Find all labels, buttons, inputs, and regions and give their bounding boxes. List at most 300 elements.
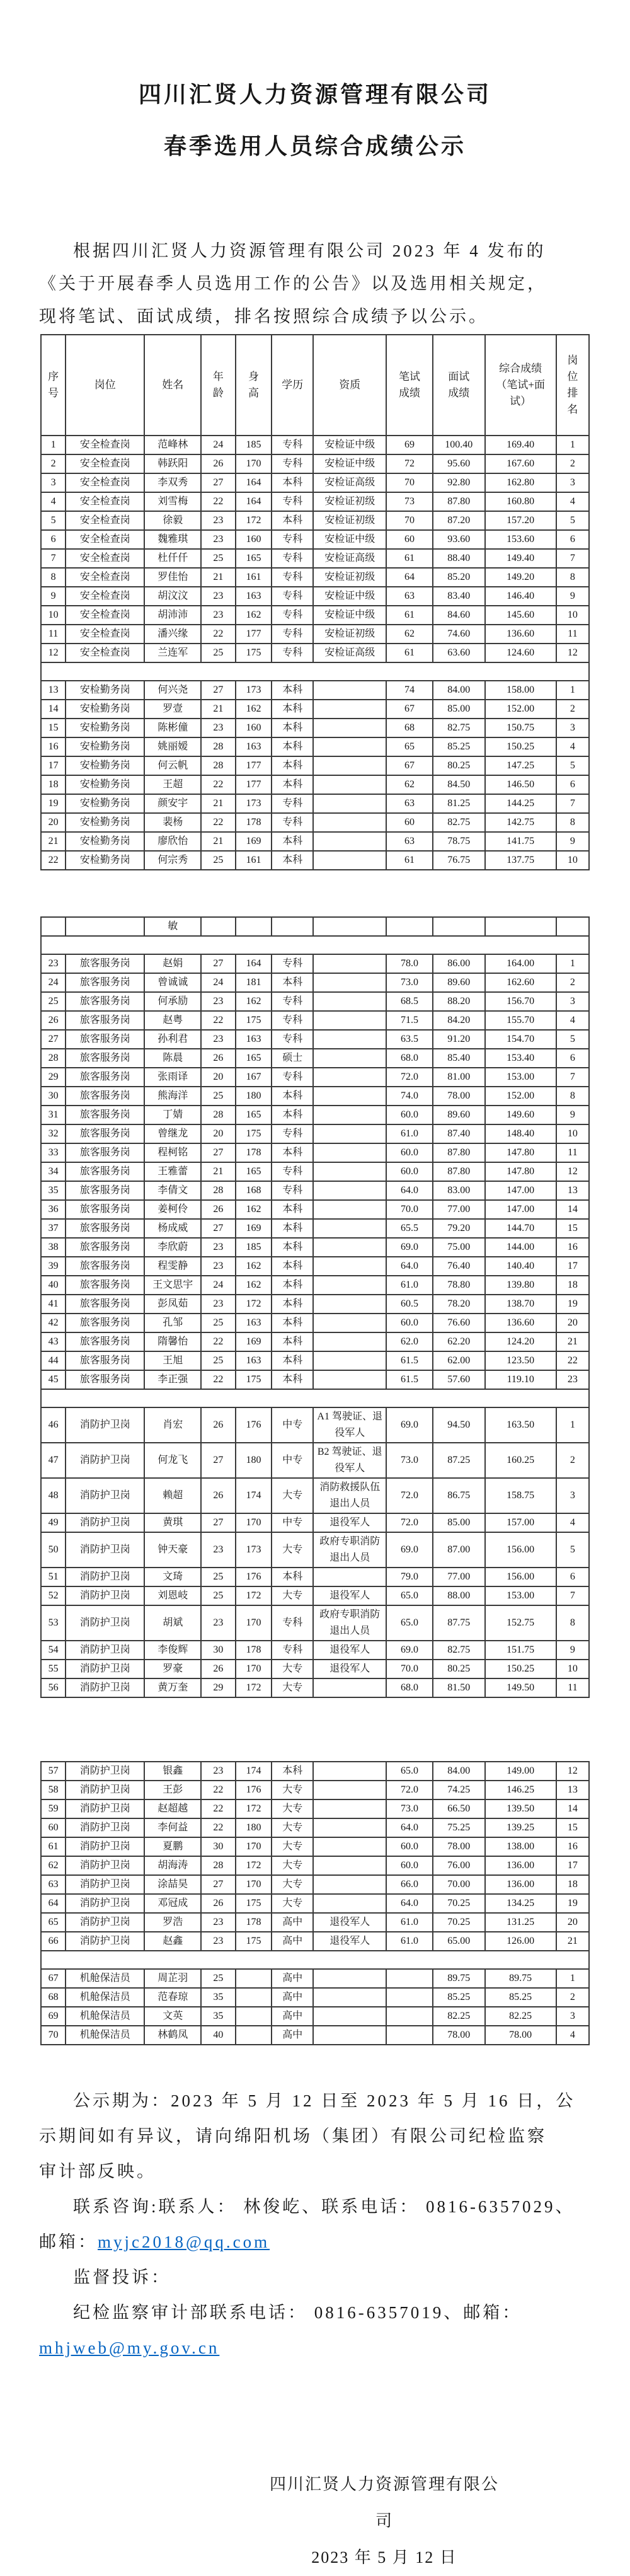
table-cell: 87.80: [433, 1162, 485, 1181]
table-cell: 152.00: [485, 700, 556, 719]
table-cell: 安检证中级: [313, 606, 386, 625]
table-cell: 162: [236, 992, 272, 1011]
table-cell: 22: [201, 775, 236, 794]
table-row: [41, 473, 589, 492]
footer-line: 纪检监察审计部联系电话： 0816-6357019、邮箱：: [73, 2303, 522, 2322]
table-cell: 77.00: [433, 1200, 485, 1219]
table-cell: 33: [41, 1143, 66, 1162]
table-cell: 17: [556, 1257, 589, 1276]
table-cell: 安检证初级: [313, 625, 386, 644]
table-cell: 本科: [272, 775, 313, 794]
column-header: 岗位: [66, 335, 144, 436]
table-cell: 李倩文: [144, 1181, 201, 1200]
table-cell: 杜仟仟: [144, 549, 201, 568]
table-cell: 姚丽嫒: [144, 737, 201, 756]
column-header: 学历: [272, 335, 313, 436]
table-cell: 旅客服务岗: [66, 1276, 144, 1295]
table-cell: 12: [556, 644, 589, 662]
table-cell: 高中: [272, 2026, 313, 2045]
table-cell: 2: [556, 454, 589, 473]
table-row: [41, 2007, 589, 2026]
table-cell: 消防护卫岗: [66, 1894, 144, 1913]
table-cell: 3: [556, 719, 589, 737]
table-cell: 文英: [144, 2007, 201, 2026]
table-cell: 本科: [272, 473, 313, 492]
table-cell: 78.00: [433, 1837, 485, 1856]
table-cell: 67: [386, 700, 433, 719]
table-cell: 旅客服务岗: [66, 1295, 144, 1314]
table-cell: 本科: [272, 1370, 313, 1389]
score-table-page2: [40, 916, 590, 1698]
table-cell: 69: [41, 2007, 66, 2026]
table-cell: 10: [556, 1124, 589, 1143]
table-cell: 175: [236, 1124, 272, 1143]
table-row: [41, 1875, 589, 1894]
table-cell: 79.0: [386, 1568, 433, 1586]
table-cell: 61.0: [386, 1124, 433, 1143]
table-cell: 裴杨: [144, 813, 201, 832]
table-cell: 40: [201, 2026, 236, 2045]
table-cell: [485, 917, 556, 936]
table-cell: 兰连军: [144, 644, 201, 662]
table-cell: 旅客服务岗: [66, 1370, 144, 1389]
table-cell: 专科: [272, 644, 313, 662]
table-cell: 程柯铭: [144, 1143, 201, 1162]
table-cell: 167.60: [485, 454, 556, 473]
table-cell: 曾继龙: [144, 1124, 201, 1143]
table-cell: 18: [556, 1875, 589, 1894]
table-cell: 旅客服务岗: [66, 1200, 144, 1219]
table-cell: 172: [236, 1295, 272, 1314]
table-cell: 本科: [272, 1314, 313, 1332]
table-cell: 17: [41, 756, 66, 775]
table-cell: 23: [201, 606, 236, 625]
table-cell: 87.25: [433, 1443, 485, 1478]
table-cell: 何云帆: [144, 756, 201, 775]
table-cell: 24: [201, 436, 236, 454]
table-cell: 4: [556, 492, 589, 511]
table-cell: 153.60: [485, 530, 556, 549]
table-cell: 64.0: [386, 1818, 433, 1837]
table-cell: 173: [236, 681, 272, 700]
table-cell: 163: [236, 1030, 272, 1049]
table-cell: 7: [556, 1586, 589, 1605]
spacer-cell: [41, 662, 589, 681]
table-cell: 175: [236, 1894, 272, 1913]
table-cell: 6: [556, 1568, 589, 1586]
table-cell: 72: [386, 454, 433, 473]
table-cell: 退役军人: [313, 1586, 386, 1605]
table-cell: 孔邹: [144, 1314, 201, 1332]
table-cell: 何宗秀: [144, 851, 201, 870]
table-cell: 164: [236, 473, 272, 492]
table-cell: 罗豪: [144, 1660, 201, 1678]
table-cell: 25: [201, 1969, 236, 1988]
table-cell: 消防护卫岗: [66, 1443, 144, 1478]
table-cell: 63.60: [433, 644, 485, 662]
table-cell: 126.00: [485, 1932, 556, 1951]
table-row: [41, 530, 589, 549]
table-cell: 本科: [272, 1295, 313, 1314]
table-cell: 10: [556, 851, 589, 870]
table-cell: 26: [201, 1407, 236, 1443]
table-cell: 25: [201, 1586, 236, 1605]
table-cell: [313, 992, 386, 1011]
table-cell: 钟天豪: [144, 1532, 201, 1568]
table-cell: [313, 954, 386, 973]
table-cell: 66.50: [433, 1799, 485, 1818]
intro-paragraph: [39, 234, 591, 333]
table-cell: 149.40: [485, 549, 556, 568]
table-cell: 84.20: [433, 1011, 485, 1030]
table-cell: 7: [41, 549, 66, 568]
table-cell: 163: [236, 1351, 272, 1370]
table-cell: 22: [201, 1781, 236, 1799]
column-header: 岗位排名: [556, 335, 589, 436]
table-cell: 85.00: [433, 700, 485, 719]
spacer-cell: [41, 1389, 589, 1407]
table-cell: 10: [556, 1660, 589, 1678]
table-cell: 1: [556, 436, 589, 454]
table-cell: 3: [556, 473, 589, 492]
table-row: [41, 1257, 589, 1276]
table-cell: 60.0: [386, 1143, 433, 1162]
table-row: [41, 1087, 589, 1106]
table-cell: 专科: [272, 1181, 313, 1200]
table-cell: 16: [41, 737, 66, 756]
table-cell: 24: [201, 1276, 236, 1295]
table-cell: 消防救援队伍退出人员: [313, 1478, 386, 1513]
table-cell: 大专: [272, 1875, 313, 1894]
table-cell: 48: [41, 1478, 66, 1513]
table-cell: 81.50: [433, 1678, 485, 1697]
table-cell: [313, 1678, 386, 1697]
table-cell: 139.50: [485, 1799, 556, 1818]
table-cell: 消防护卫岗: [66, 1762, 144, 1781]
table-cell: 177: [236, 775, 272, 794]
table-cell: [313, 1762, 386, 1781]
table-cell: 92.80: [433, 473, 485, 492]
table-cell: 本科: [272, 973, 313, 992]
table-cell: 专科: [272, 436, 313, 454]
table-cell: [66, 917, 144, 936]
table-cell: 隋馨怡: [144, 1332, 201, 1351]
table-cell: 21: [201, 568, 236, 587]
table-cell: 172: [236, 1586, 272, 1605]
table-cell: 146.25: [485, 1781, 556, 1799]
table-cell: 152.75: [485, 1605, 556, 1641]
table-cell: 廖欣怡: [144, 832, 201, 851]
table-cell: 65: [41, 1913, 66, 1932]
table-row: [41, 992, 589, 1011]
table-cell: 76.60: [433, 1314, 485, 1332]
table-cell: 169: [236, 1219, 272, 1238]
table-cell: 89.60: [433, 1106, 485, 1124]
table-cell: 23: [201, 1030, 236, 1049]
table-cell: 安检证高级: [313, 473, 386, 492]
table-cell: 邓冠成: [144, 1894, 201, 1913]
table-cell: [236, 1988, 272, 2007]
table-cell: 85.00: [433, 1513, 485, 1532]
table-cell: 消防护卫岗: [66, 1568, 144, 1586]
footer-line: 审计部反映。: [39, 2162, 156, 2181]
table-row: [41, 1049, 589, 1068]
table-cell: 安全检查岗: [66, 587, 144, 606]
table-cell: 熊海洋: [144, 1087, 201, 1106]
table-cell: 23: [41, 954, 66, 973]
table-cell: 80.25: [433, 756, 485, 775]
table-cell: 刘雪梅: [144, 492, 201, 511]
table-cell: 173: [236, 794, 272, 813]
table-cell: 8: [41, 568, 66, 587]
table-cell: 本科: [272, 1276, 313, 1295]
table-cell: [313, 1818, 386, 1837]
table-cell: 162: [236, 1276, 272, 1295]
table-row: [41, 1818, 589, 1837]
table-cell: 178: [236, 813, 272, 832]
table-cell: 72.0: [386, 1478, 433, 1513]
table-cell: 何兴尧: [144, 681, 201, 700]
email-link[interactable]: mhjweb@my.gov.cn: [39, 2338, 220, 2357]
table-cell: 178: [236, 1641, 272, 1660]
table-cell: 100.40: [433, 436, 485, 454]
table-cell: 安全检查岗: [66, 473, 144, 492]
table-cell: 181: [236, 973, 272, 992]
table-cell: 123.50: [485, 1351, 556, 1370]
table-cell: 84.00: [433, 681, 485, 700]
table-cell: 76.00: [433, 1856, 485, 1875]
table-cell: 78.00: [485, 2026, 556, 2045]
table-cell: 173: [236, 1532, 272, 1568]
table-cell: 旅客服务岗: [66, 1049, 144, 1068]
table-row: [41, 832, 589, 851]
table-row: [41, 436, 589, 454]
table-cell: 高中: [272, 1913, 313, 1932]
table-cell: 164.00: [485, 954, 556, 973]
table-row: [41, 917, 589, 936]
spacer-row: [41, 1389, 589, 1407]
table-cell: [386, 917, 433, 936]
table-cell: 25: [201, 1087, 236, 1106]
table-cell: 84.60: [433, 606, 485, 625]
table-cell: 32: [41, 1124, 66, 1143]
table-cell: 61: [386, 851, 433, 870]
table-cell: 本科: [272, 1351, 313, 1370]
table-cell: 176: [236, 1407, 272, 1443]
table-cell: 8: [556, 813, 589, 832]
table-row: [41, 794, 589, 813]
table-cell: 61.0: [386, 1913, 433, 1932]
table-cell: [313, 1276, 386, 1295]
table-cell: 本科: [272, 511, 313, 530]
table-cell: 何龙飞: [144, 1443, 201, 1478]
table-cell: 安检勤务岗: [66, 851, 144, 870]
table-cell: 61: [386, 606, 433, 625]
table-cell: 旅客服务岗: [66, 1238, 144, 1257]
table-cell: 145.60: [485, 606, 556, 625]
table-cell: 姜柯伶: [144, 1200, 201, 1219]
table-cell: 22: [201, 1799, 236, 1818]
table-row: [41, 1641, 589, 1660]
table-cell: 文琦: [144, 1568, 201, 1586]
table-cell: 1: [556, 954, 589, 973]
table-cell: 61.5: [386, 1370, 433, 1389]
table-cell: 4: [556, 737, 589, 756]
table-cell: [313, 1106, 386, 1124]
table-cell: 177: [236, 625, 272, 644]
table-cell: 旅客服务岗: [66, 1351, 144, 1370]
table-row: [41, 813, 589, 832]
table-cell: 4: [41, 492, 66, 511]
table-cell: 172: [236, 1799, 272, 1818]
table-cell: 22: [556, 1351, 589, 1370]
table-cell: [313, 1011, 386, 1030]
spacer-row: [41, 936, 589, 954]
table-cell: 162.60: [485, 973, 556, 992]
table-cell: 机舱保洁员: [66, 1969, 144, 1988]
table-cell: 李何益: [144, 1818, 201, 1837]
table-cell: 78.00: [433, 2026, 485, 2045]
table-cell: 86.75: [433, 1478, 485, 1513]
table-row: [41, 1988, 589, 2007]
table-cell: 66.0: [386, 1875, 433, 1894]
table-cell: 消防护卫岗: [66, 1407, 144, 1443]
table-cell: 专科: [272, 606, 313, 625]
table-cell: 68: [386, 719, 433, 737]
table-cell: [313, 1370, 386, 1389]
table-cell: 170: [236, 1660, 272, 1678]
table-cell: 84.00: [433, 1762, 485, 1781]
table-cell: [313, 794, 386, 813]
table-cell: 胡汶汶: [144, 587, 201, 606]
table-cell: [313, 1238, 386, 1257]
table-cell: 13: [41, 681, 66, 700]
table-cell: 60.0: [386, 1162, 433, 1181]
table-cell: 176: [236, 1781, 272, 1799]
table-cell: 40: [41, 1276, 66, 1295]
table-cell: 83.00: [433, 1181, 485, 1200]
table-cell: 大专: [272, 1781, 313, 1799]
table-cell: 专科: [272, 794, 313, 813]
table-cell: 旅客服务岗: [66, 1314, 144, 1332]
table-cell: 124.60: [485, 644, 556, 662]
table-row: [41, 1162, 589, 1181]
table-cell: 59: [41, 1799, 66, 1818]
table-cell: 93.60: [433, 530, 485, 549]
table-cell: 164: [236, 954, 272, 973]
table-cell: 21: [556, 1332, 589, 1351]
table-cell: 60: [386, 813, 433, 832]
footer-line: 监督投诉：: [73, 2268, 171, 2287]
table-cell: 62: [386, 775, 433, 794]
table-cell: 徐毅: [144, 511, 201, 530]
table-cell: 65.5: [386, 1219, 433, 1238]
spacer-cell: [41, 1951, 589, 1969]
table-cell: 本科: [272, 700, 313, 719]
table-cell: 25: [201, 644, 236, 662]
table-row: [41, 1443, 589, 1478]
table-cell: 144.25: [485, 794, 556, 813]
table-cell: 87.80: [433, 1143, 485, 1162]
table-cell: 65.0: [386, 1586, 433, 1605]
table-cell: 9: [556, 1641, 589, 1660]
table-cell: [313, 1314, 386, 1332]
table-row: [41, 1332, 589, 1351]
table-cell: 68.5: [386, 992, 433, 1011]
table-row: [41, 1238, 589, 1257]
table-cell: [313, 973, 386, 992]
table-cell: 退役军人: [313, 1660, 386, 1678]
table-cell: [313, 2026, 386, 2045]
table-cell: 21: [201, 832, 236, 851]
table-cell: 25: [201, 1568, 236, 1586]
table-cell: 156.00: [485, 1532, 556, 1568]
table-cell: 139.25: [485, 1818, 556, 1837]
table-cell: 20: [556, 1314, 589, 1332]
table-cell: 60.0: [386, 1837, 433, 1856]
table-row: [41, 1370, 589, 1389]
table-cell: 64.0: [386, 1257, 433, 1276]
table-cell: 64.0: [386, 1894, 433, 1913]
table-cell: [313, 1030, 386, 1049]
table-cell: [313, 1124, 386, 1143]
table-cell: 消防护卫岗: [66, 1586, 144, 1605]
table-cell: 李正强: [144, 1370, 201, 1389]
table-cell: 24: [41, 973, 66, 992]
table-cell: 安检证高级: [313, 549, 386, 568]
table-cell: 87.40: [433, 1124, 485, 1143]
table-cell: 62: [41, 1856, 66, 1875]
table-cell: 旅客服务岗: [66, 1124, 144, 1143]
table-cell: 4: [556, 2026, 589, 2045]
table-cell: 23: [201, 511, 236, 530]
table-cell: 安检勤务岗: [66, 681, 144, 700]
table-cell: 政府专职消防退出人员: [313, 1532, 386, 1568]
score-table-page3: [40, 1761, 590, 2045]
table-cell: 18: [556, 1276, 589, 1295]
table-row: [41, 1314, 589, 1332]
table-cell: 146.40: [485, 587, 556, 606]
email-link[interactable]: myjc2018@qq.com: [98, 2232, 270, 2251]
table-cell: 65.0: [386, 1762, 433, 1781]
column-header: 面试成绩: [433, 335, 485, 436]
table-cell: 安全检查岗: [66, 625, 144, 644]
table-cell: 81.00: [433, 1068, 485, 1087]
spacer-row: [41, 1951, 589, 1969]
table-cell: 旅客服务岗: [66, 1143, 144, 1162]
table-cell: 安检证中级: [313, 530, 386, 549]
table-cell: 高中: [272, 2007, 313, 2026]
table-row: [41, 1837, 589, 1856]
table-cell: A1 驾驶证、退役军人: [313, 1407, 386, 1443]
table-cell: 肖宏: [144, 1407, 201, 1443]
table-cell: 彭凤茹: [144, 1295, 201, 1314]
table-cell: 157.20: [485, 511, 556, 530]
table-cell: 消防护卫岗: [66, 1605, 144, 1641]
table-cell: 安全检查岗: [66, 606, 144, 625]
table-cell: 23: [201, 1238, 236, 1257]
table-cell: 81.25: [433, 794, 485, 813]
table-cell: 30: [41, 1087, 66, 1106]
table-cell: 41: [41, 1295, 66, 1314]
table-cell: 85.25: [433, 737, 485, 756]
table-row: [41, 1568, 589, 1586]
table-cell: 82.75: [433, 813, 485, 832]
table-cell: 安全检查岗: [66, 436, 144, 454]
table-cell: 机舱保洁员: [66, 2026, 144, 2045]
column-header: 资质: [313, 335, 386, 436]
table-cell: [313, 1181, 386, 1200]
